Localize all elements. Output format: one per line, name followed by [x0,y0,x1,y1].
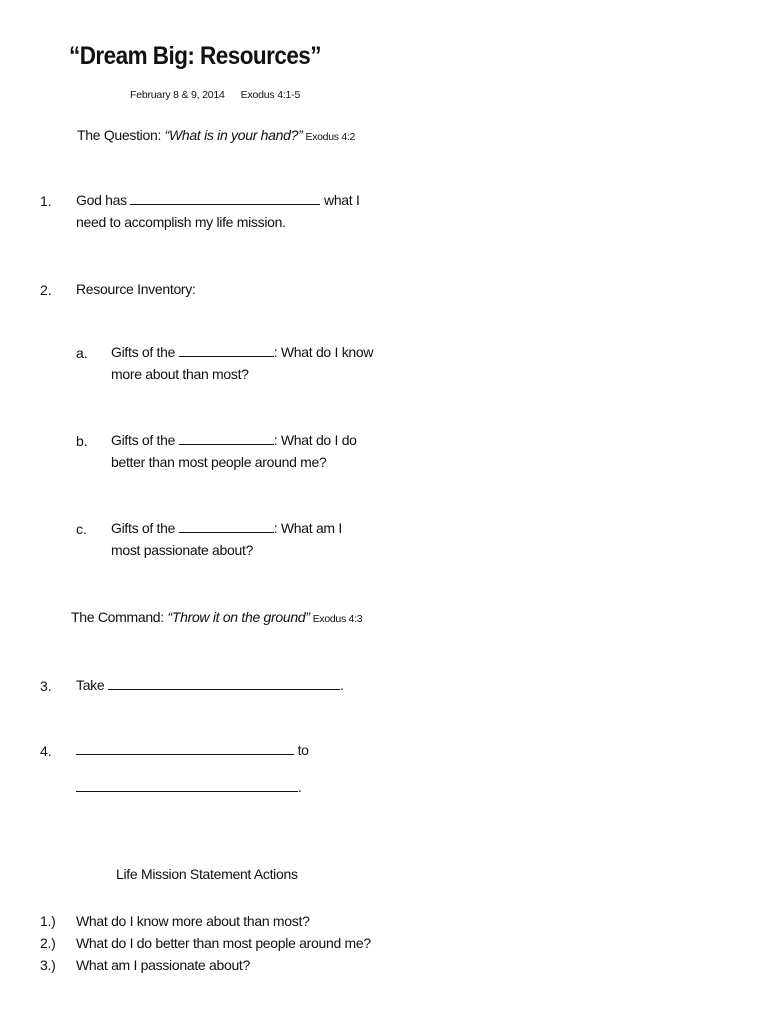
subitem-letter: b. [76,433,88,449]
item-4-after: to [297,742,309,758]
fill-in-blank [179,432,274,445]
subitem-c-before: Gifts of the [111,520,176,536]
fill-in-blank [76,779,298,792]
fill-in-blank [179,344,274,357]
item-3-before: Take [76,677,105,693]
subitem-b-after: : What do I do [273,432,357,448]
fill-in-blank [130,192,320,205]
item-1-after: what I [324,192,360,208]
item-number: 1. [40,193,52,209]
item-1-line2: need to accomplish my life mission. [76,214,286,230]
subitem-a-line2: more about than most? [111,366,249,382]
subitem-letter: a. [76,345,88,361]
subitem-b-text [111,429,357,473]
fill-in-blank [179,520,274,533]
command-label: The Command: [71,609,168,625]
service-date: February 8 & 9, 2014 [130,89,225,101]
mission-row [40,935,371,951]
page-title: “Dream Big: Resources” [69,42,321,70]
item-1-before: God has [76,192,127,208]
fill-in-blank [108,677,340,690]
item-number: 4. [40,743,52,759]
item-4-line2-after: . [298,779,302,795]
item-3-text [76,674,344,696]
command-quote: “Throw it on the ground” [167,609,310,625]
command-heading [71,609,362,625]
item-number: 3. [40,678,52,694]
item-3-after: . [339,677,344,693]
item-4-line1 [76,739,309,761]
subitem-letter: c. [76,521,87,537]
subitem-a-text [111,341,373,385]
mission-row-number: 2.) [40,935,56,951]
command-reference: Exodus 4:3 [312,613,363,625]
mission-row-text: What am I passionate about? [76,957,251,973]
mission-heading: Life Mission Statement Actions [116,866,298,882]
subtitle [130,89,300,101]
question-reference: Exodus 4:2 [305,131,356,143]
item-2-text: Resource Inventory: [76,281,196,297]
question-label: The Question: [77,127,165,143]
subitem-b-before: Gifts of the [111,432,176,448]
mission-row [40,957,250,973]
item-4-line2 [76,776,302,798]
subitem-b-line2: better than most people around me? [111,454,327,470]
mission-row [40,913,310,929]
mission-row-number: 1.) [40,913,56,929]
item-number: 2. [40,282,52,298]
scripture-reference: Exodus 4:1-5 [240,89,301,101]
fill-in-blank [76,742,294,755]
mission-row-text: What do I know more about than most? [76,913,310,929]
mission-row-number: 3.) [40,957,56,973]
subitem-a-before: Gifts of the [111,344,176,360]
question-heading [77,127,355,143]
subitem-c-after: : What am I [273,520,342,536]
item-1-text [76,189,360,233]
mission-row-text: What do I do better than most people around me? [76,935,371,951]
subitem-a-after: : What do I know [273,344,374,360]
question-quote: “What is in your hand?” [164,127,303,143]
subitem-c-text [111,517,342,561]
subitem-c-line2: most passionate about? [111,542,254,558]
